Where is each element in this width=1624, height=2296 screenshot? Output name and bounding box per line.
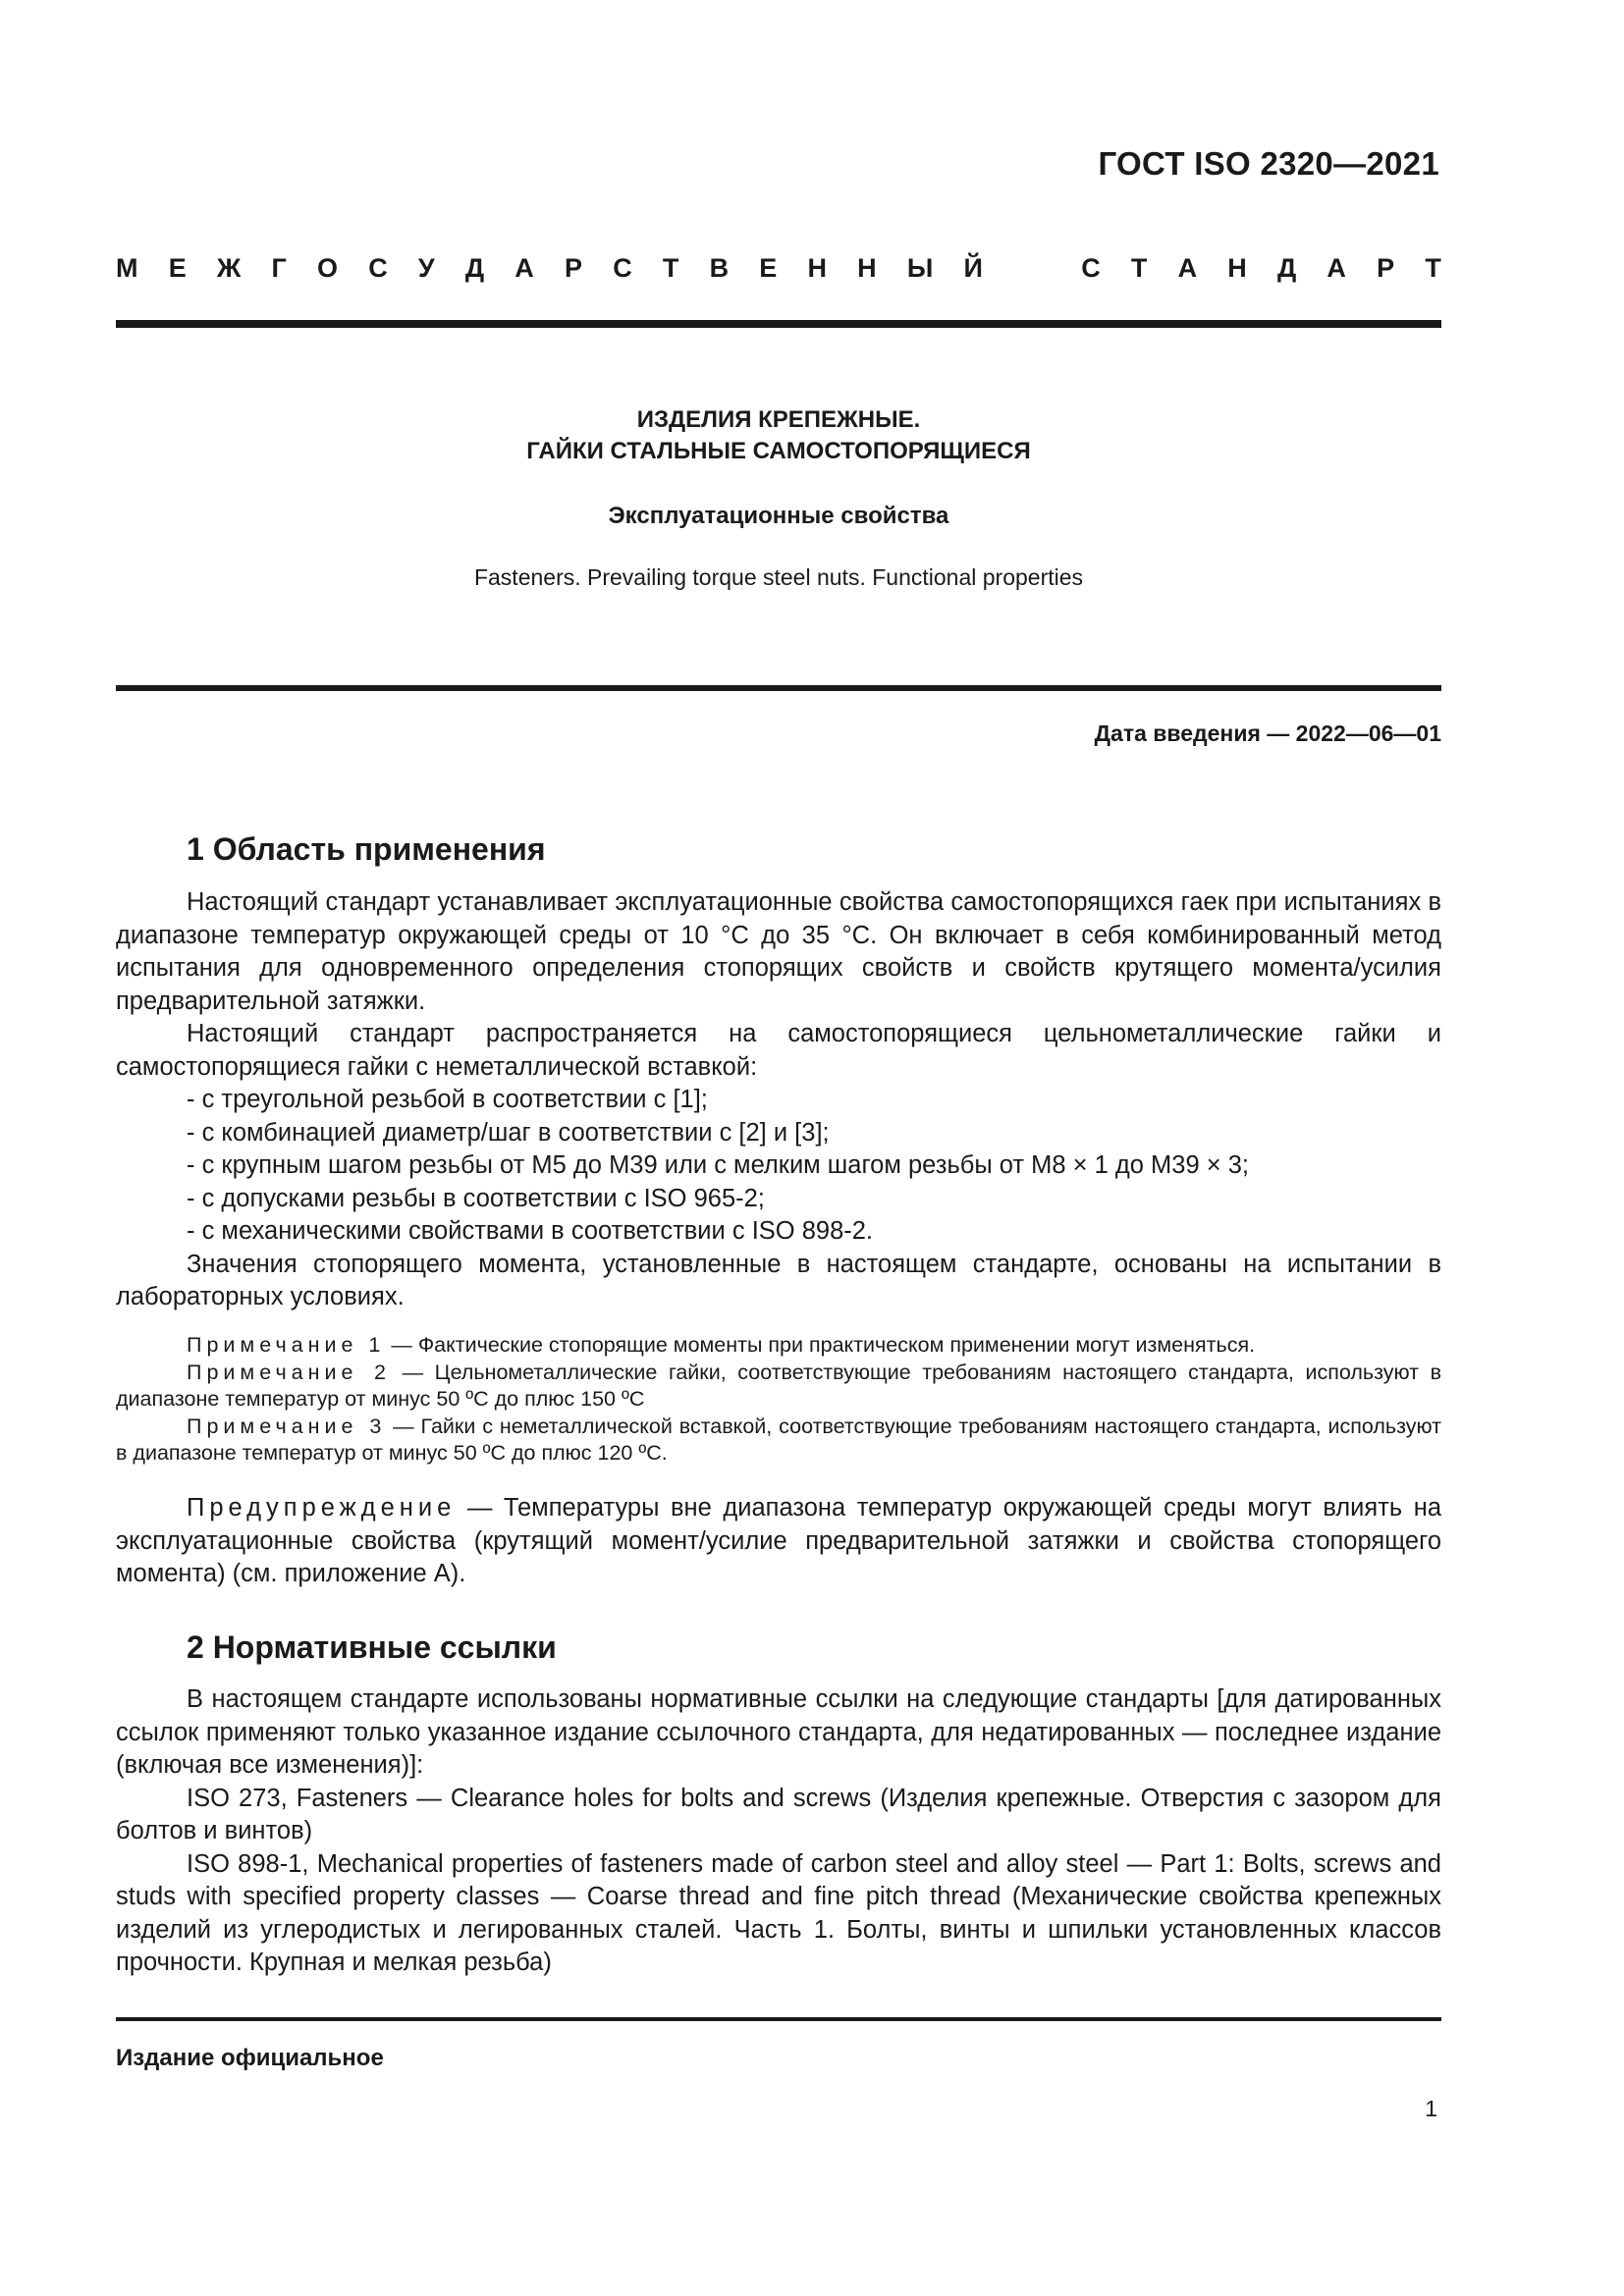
- title-line-2: ГАЙКИ СТАЛЬНЫЕ САМОСТОПОРЯЩИЕСЯ: [526, 438, 1031, 464]
- heading-letter: Р: [564, 253, 582, 283]
- english-title: Fasteners. Prevailing torque steel nuts. Functional properties: [473, 564, 1084, 590]
- heading-letter: Е: [168, 253, 187, 283]
- section-1-heading: 1 Область применения: [187, 831, 546, 867]
- heading-letter: Й: [963, 253, 983, 283]
- official-edition-label: Издание официальное: [116, 2045, 384, 2071]
- heading-letter: С: [1081, 253, 1101, 283]
- heading-letter: Т: [662, 253, 679, 283]
- section-2-heading: 2 Нормативные ссылки: [187, 1629, 557, 1665]
- heading-letter: Ы: [906, 253, 934, 283]
- note-text: — Цельнометаллические гайки, соответствующие требованиям настоящего стандарта, используют в диапазоне температур от минус 50 ºС до плюс 150 ºС: [116, 1360, 1441, 1411]
- list-item: - с комбинацией диаметр/шаг в соответствии с [2] и [3];: [187, 1118, 830, 1147]
- heading-letter: А: [1177, 253, 1198, 283]
- list-item: - с механическими свойствами в соответствии с ISO 898-2.: [187, 1217, 874, 1245]
- footer-divider: [116, 2017, 1441, 2021]
- section-2-body: [116, 1683, 1441, 1980]
- note-label: Примечание 1: [187, 1333, 386, 1357]
- heading-letter: С: [368, 253, 388, 283]
- title-divider: [116, 685, 1441, 691]
- document-number: ГОСТ ISO 2320—2021: [1098, 145, 1439, 182]
- word-gap: [1013, 253, 1051, 284]
- paragraph: Настоящий стандарт распространяется на самостопорящиеся цельнометаллические гайки и самостопорящиеся гайки с неметаллической вставкой:: [116, 1020, 1441, 1081]
- heading-letter: О: [316, 253, 338, 283]
- reference-item: ISO 898-1, Mechanical properties of fasteners made of carbon steel and alloy steel — Part 1: Bolts, screws and studs with specified property classes — Coarse thread and fine pitch thread (Механические свойства крепежных изделий из углеродистых и легированных сталей. Часть 1. Болты, винты и шпильки установленных классов прочности. Крупная и мелкая резьба): [116, 1849, 1441, 1976]
- interstate-standard-heading: [116, 253, 1441, 284]
- paragraph: Значения стопорящего момента, установленные в настоящем стандарте, основаны на испытании в лабораторных условиях.: [116, 1250, 1441, 1310]
- note-text: — Гайки с неметаллической вставкой, соответствующие требованиям настоящего стандарта, используют в диапазоне температур от минус 50 ºС до плюс 120 ºС.: [116, 1414, 1441, 1465]
- heading-letter: Т: [1130, 253, 1148, 283]
- warning-paragraph: [116, 1492, 1441, 1591]
- note-3: [116, 1414, 1441, 1468]
- note-2: [116, 1360, 1441, 1414]
- note-label: Примечание 2: [187, 1360, 391, 1384]
- heading-letter: Н: [1227, 253, 1247, 283]
- heading-letter: Н: [857, 253, 877, 283]
- note-text: — Фактические стопорящие моменты при практическом применении могут изменяться.: [385, 1333, 1256, 1357]
- heading-letter: Н: [807, 253, 827, 283]
- introduction-date: Дата введения — 2022—06—01: [1094, 721, 1441, 746]
- note-1: [116, 1332, 1441, 1360]
- heading-letter: С: [613, 253, 632, 283]
- reference-item: ISO 273, Fasteners — Clearance holes for bolts and screws (Изделия крепежные. Отверстия с зазором для болтов и винтов): [116, 1784, 1441, 1844]
- heading-letter: Д: [1276, 253, 1297, 283]
- document-subtitle: Эксплуатационные свойства: [608, 503, 949, 529]
- list-item: - с допусками резьбы в соответствии с ISO 965-2;: [187, 1184, 765, 1212]
- heading-letter: Р: [1377, 253, 1395, 283]
- list-item: - с треугольной резьбой в соответствии с [1];: [187, 1086, 708, 1113]
- note-label: Примечание 3: [187, 1414, 387, 1438]
- heading-letter: А: [514, 253, 534, 283]
- heading-letter: У: [417, 253, 435, 283]
- heading-letter: Г: [271, 253, 287, 283]
- heading-letter: Ж: [216, 253, 242, 283]
- heading-letter: В: [709, 253, 730, 283]
- list-item: - с крупным шагом резьбы от M5 до M39 или с мелким шагом резьбы от M8 × 1 до M39 × 3;: [187, 1151, 1249, 1179]
- heading-letter: Т: [1425, 253, 1441, 283]
- top-divider: [116, 320, 1441, 328]
- notes-block: [116, 1332, 1441, 1468]
- warning-label: Предупреждение: [187, 1494, 457, 1522]
- heading-letter: Д: [464, 253, 485, 283]
- title-line-1: ИЗДЕЛИЯ КРЕПЕЖНЫЕ.: [636, 406, 921, 433]
- warning-block: [116, 1492, 1441, 1591]
- heading-letter: А: [1326, 253, 1346, 283]
- heading-letter: Е: [759, 253, 778, 283]
- section-1-body: [116, 886, 1441, 1314]
- warning-text: — Температуры вне диапазона температур окружающей среды могут влиять на эксплуатационные свойства (крутящий момент/усилие предварительной затяжки и свойства стопорящего момента) (см. приложение А).: [116, 1494, 1441, 1587]
- paragraph: Настоящий стандарт устанавливает эксплуатационные свойства самостопорящихся гаек при испытаниях в диапазоне температур окружающей среды от 10 °С до 35 °С. Он включает в себя комбинированный метод испытания для одновременного определения стопорящих свойств и свойств крутящего момента/усилия предварительной затяжки.: [116, 888, 1441, 1015]
- heading-letter: М: [116, 253, 138, 283]
- page-number: 1: [1425, 2096, 1437, 2121]
- document-title: [116, 404, 1441, 467]
- paragraph: В настоящем стандарте использованы нормативные ссылки на следующие стандарты [для датированных ссылок применяют только указанное издание ссылочного стандарта, для недатированных — последнее издание (включая все изменения)]:: [116, 1685, 1441, 1779]
